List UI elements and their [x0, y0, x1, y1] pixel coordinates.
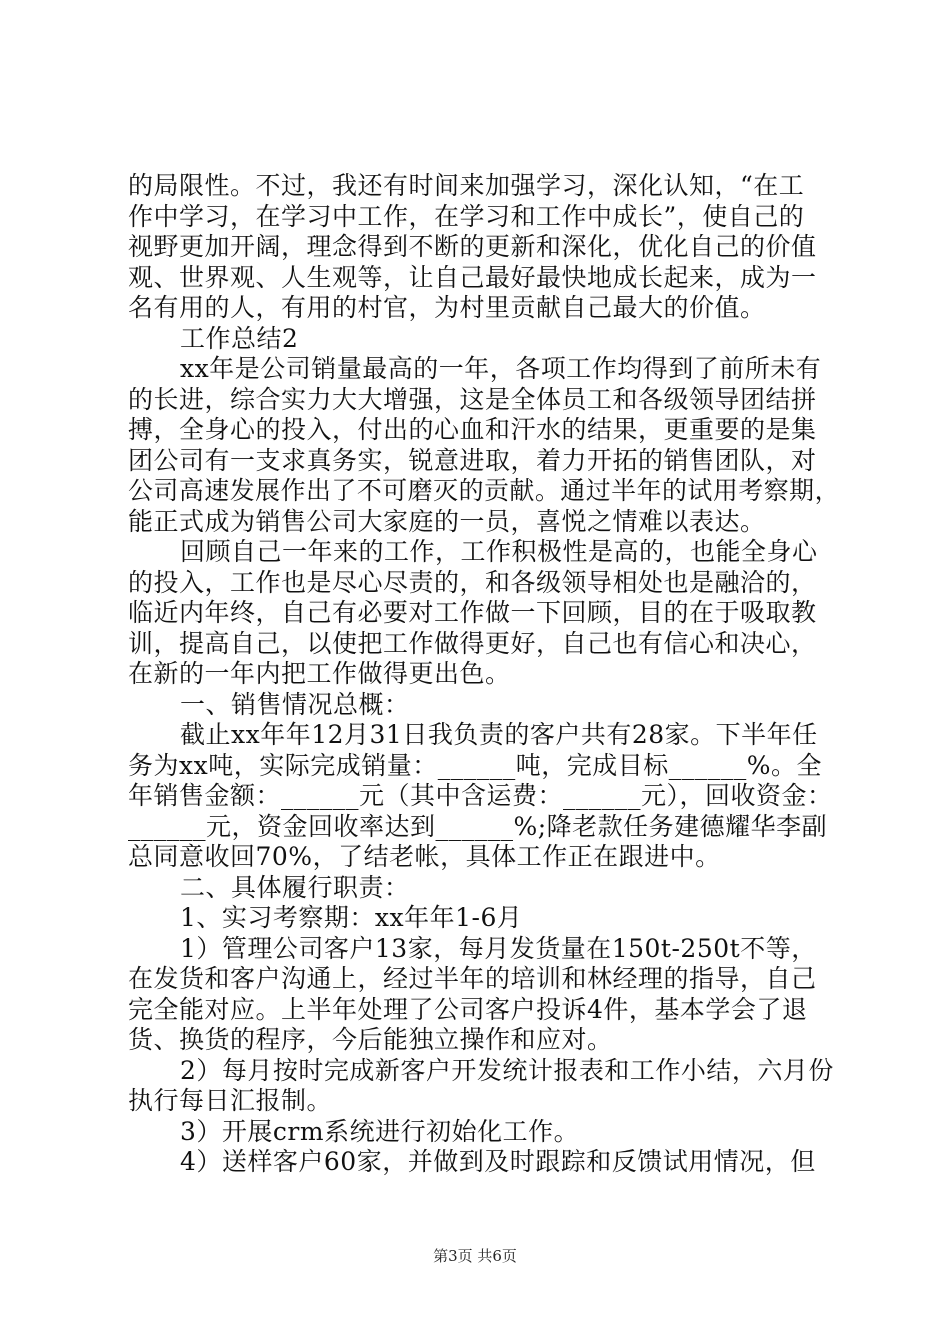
text-line: 执行每日汇报制。 — [128, 1086, 333, 1115]
text-line: 年销售金额：______元（其中含运费：______元），回收资金： — [128, 781, 833, 810]
text-line: 的投入，工作也是尽心尽责的，和各级领导相处也是融洽的， — [128, 568, 817, 597]
text-line: 总同意收回70%，了结老帐，具体工作正在跟进中。 — [128, 842, 721, 871]
page-number-footer: 第3页 共6页 — [433, 1247, 517, 1265]
text-line: 训，提高自己，以使把工作做得更好，自己也有信心和决心， — [128, 629, 817, 658]
list-item: 1）管理公司客户13家，每月发货量在150t-250t不等， — [180, 934, 817, 963]
paragraph-start: 回顾自己一年来的工作，工作积极性是高的，也能全身心 — [180, 537, 818, 566]
text-line: 名有用的人，有用的村官，为村里贡献自己最大的价值。 — [128, 293, 766, 322]
text-line: 能正式成为销售公司大家庭的一员，喜悦之情难以表达。 — [128, 507, 766, 536]
section-heading: 工作总结2 — [180, 324, 299, 353]
text-line: 公司高速发展作出了不可磨灭的贡献。通过半年的试用考察期， — [128, 476, 841, 505]
section-heading: 二、具体履行职责： — [180, 873, 410, 902]
text-line: 搏，全身心的投入，付出的心血和汗水的结果，更重要的是集 — [128, 415, 817, 444]
text-line: 务为xx吨，实际完成销量：______吨，完成目标______%。全 — [128, 751, 822, 780]
text-line: 完全能对应。上半年处理了公司客户投诉4件，基本学会了退 — [128, 995, 808, 1024]
list-item: 2）每月按时完成新客户开发统计报表和工作小结，六月份 — [180, 1056, 834, 1085]
text-line: 观、世界观、人生观等，让自己最好最快地成长起来，成为一 — [128, 263, 817, 292]
text-line: 的局限性。不过，我还有时间来加强学习，深化认知，“在工 — [128, 171, 805, 200]
text-line: 货、换货的程序，今后能独立操作和应对。 — [128, 1025, 613, 1054]
text-line: 的长进，综合实力大大增强，这是全体员工和各级领导团结拼 — [128, 385, 817, 414]
text-line: 在新的一年内把工作做得更出色。 — [128, 659, 511, 688]
text-line: 团公司有一支求真务实，锐意进取，着力开拓的销售团队，对 — [128, 446, 817, 475]
text-line: 临近内年终，自己有必要对工作做一下回顾，目的在于吸取教 — [128, 598, 817, 627]
text-line: 作中学习，在学习中工作，在学习和工作中成长”，使自己的 — [128, 202, 805, 231]
paragraph-start: xx年是公司销量最高的一年，各项工作均得到了前所未有 — [180, 354, 822, 383]
text-line: 视野更加开阔，理念得到不断的更新和深化，优化自己的价值 — [128, 232, 817, 261]
text-line: 在发货和客户沟通上，经过半年的培训和林经理的指导，自己 — [128, 964, 817, 993]
list-item: 3）开展crm系统进行初始化工作。 — [180, 1117, 580, 1146]
subsection-heading: 1、实习考察期：xx年年1-6月 — [180, 903, 523, 932]
list-item: 4）送样客户60家，并做到及时跟踪和反馈试用情况，但 — [180, 1147, 816, 1176]
paragraph-start: 截止xx年年12月31日我负责的客户共有28家。下半年任 — [180, 720, 818, 749]
text-line: ______元，资金回收率达到______%;降老款任务建德耀华李副 — [128, 812, 828, 841]
section-heading: 一、销售情况总概： — [180, 690, 410, 719]
